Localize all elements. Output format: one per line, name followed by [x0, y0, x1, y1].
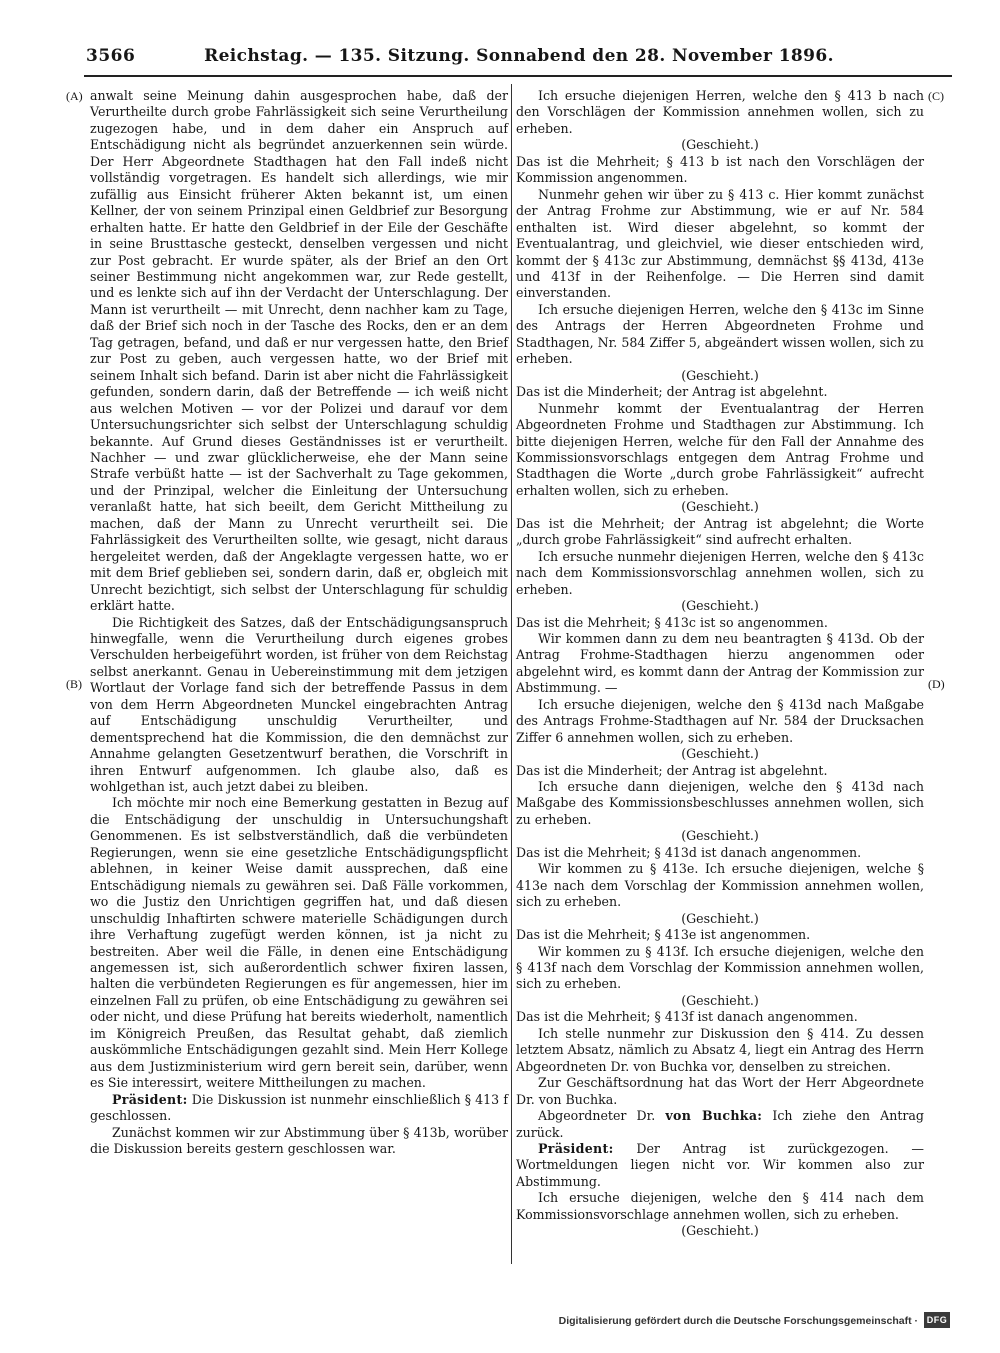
paragraph — [516, 1141, 924, 1190]
left-text-column — [90, 88, 508, 1157]
paragraph — [516, 187, 924, 302]
running-head: Reichstag. — 135. Sitzung. Sonnabend den 28. November 1896. — [204, 46, 834, 66]
paragraph-text: Zur Geschäftsordnung hat das Wort der Herr Abgeordnete Dr. von Buchka. — [516, 1075, 924, 1107]
paragraph-text: Ich ersuche nunmehr diejenigen Herren, welche den § 413c nach dem Kommissionsvorschlag annehmen wollen, sich zu erheben. — [516, 548, 924, 597]
paragraph — [516, 1075, 924, 1108]
paragraph-text: Ich ersuche diejenigen Herren, welche den § 413c im Sinne des Antrags der Herren Abgeordneten Frohme und Stadthagen, Nr. 584 Ziffer 5, abgeändert wissen wollen, sich zu erheben. — [516, 301, 924, 367]
margin-marker-c: (C) — [928, 89, 944, 103]
paragraph — [516, 697, 924, 746]
stage-direction — [516, 1223, 924, 1239]
paragraph-text: (Geschieht.) — [681, 910, 759, 926]
paragraph-text: Ich ersuche diejenigen, welche den § 414 nach dem Kommissionsvorschlage annehmen wollen, sich zu erheben. — [516, 1190, 924, 1222]
paragraph-text: Der Antrag ist zurückgezogen. — Wortmeldungen liegen nicht vor. Wir kommen also zur Abstimmung. — [516, 1141, 924, 1189]
paragraph — [516, 516, 924, 549]
paragraph-text: (Geschieht.) — [681, 367, 759, 383]
paragraph — [516, 302, 924, 368]
paragraph-text: Nunmehr gehen wir über zu § 413 c. Hier kommt zunächst der Antrag Frohme zur Abstimmung, wie er auf Nr. 584 enthalten ist. Wird dieser abgelehnt, so kommt der Eventualantrag, und gleichviel, wie dieser entschieden wird, kommt der § 413c zur Abstimmung, demnächst §§ 413d, 413e und 413f in der Reihenfolge. — Die Herren sind damit einverstanden. — [516, 186, 924, 301]
page-header — [86, 44, 952, 70]
paragraph-text: Abgeordneter Dr. — [538, 1108, 666, 1124]
paragraph — [516, 1009, 924, 1025]
paragraph-text: (Geschieht.) — [681, 746, 759, 762]
paragraph — [516, 88, 924, 137]
paragraph — [516, 763, 924, 779]
stage-direction — [516, 911, 924, 927]
stage-direction — [516, 828, 924, 844]
paragraph-text: Ich stelle nunmehr zur Diskussion den § 414. Zu dessen letztem Absatz, nämlich zu Absatz 4, liegt ein Antrag des Herrn Abgeordneten Dr. von Buchka vor, denselben zu streichen. — [516, 1025, 924, 1074]
paragraph — [90, 615, 508, 796]
paragraph — [516, 779, 924, 828]
paragraph-text: (Geschieht.) — [681, 828, 759, 844]
margin-marker-d: (D) — [928, 677, 945, 691]
paragraph — [516, 845, 924, 861]
paragraph-text: (Geschieht.) — [681, 1223, 759, 1239]
paragraph — [516, 1190, 924, 1223]
dfg-logo-icon: DFG — [924, 1312, 950, 1328]
footer-credit: Digitalisierung gefördert durch die Deutsche Forschungsgemeinschaft · — [558, 1315, 918, 1327]
digitization-footer — [558, 1312, 950, 1332]
paragraph — [90, 795, 508, 1091]
paragraph — [90, 88, 508, 615]
stage-direction — [516, 137, 924, 153]
paragraph-text: Das ist die Mehrheit; § 413e ist angenommen. — [516, 927, 811, 943]
paragraph-text: Ich ersuche dann diejenigen, welche den § 413d nach Maßgabe des Kommissionsbeschlusses annehmen wollen, sich zu erheben. — [516, 779, 924, 827]
paragraph-text: Wir kommen zu § 413e. Ich ersuche diejenigen, welche § 413e nach dem Vorschlag der Kommission annehmen wollen, sich zu erheben. — [516, 861, 924, 910]
paragraph-text: Das ist die Minderheit; der Antrag ist abgelehnt. — [516, 384, 828, 400]
paragraph-text: Das ist die Minderheit; der Antrag ist abgelehnt. — [516, 762, 828, 778]
column-rule — [511, 84, 512, 1264]
paragraph-text: Das ist die Mehrheit; der Antrag ist abgelehnt; die Worte „durch grobe Fahrlässigkeit“ sind aufrecht erhalten. — [516, 515, 924, 548]
paragraph-text: Das ist die Mehrheit; § 413d ist danach angenommen. — [516, 844, 862, 860]
stage-direction — [516, 746, 924, 762]
paragraph-text: Ich ersuche diejenigen, welche den § 413d nach Maßgabe des Antrags Frohme-Stadthagen auf Nr. 584 der Drucksachen Ziffer 6 annehmen wollen, sich zu erheben. — [516, 696, 924, 745]
paragraph — [516, 615, 924, 631]
paragraph-text: Das ist die Mehrheit; § 413 b ist nach den Vorschlägen der Kommission angenommen. — [516, 153, 924, 186]
paragraph — [90, 1092, 508, 1125]
paragraph-text: Die Diskussion ist nunmehr einschließlich § 413 f geschlossen. — [90, 1091, 508, 1124]
paragraph-text: Die Richtigkeit des Satzes, daß der Entschädigungsanspruch hinwegfalle, wenn die Verurtheilung durch eigenes grobes Verschulden herbeigeführt worden, ist früher von dem Reichstag selbst anerkannt. Genau in Uebereinstimmung mit dem jetzigen Wortlaut der Vorlage fand sich der betreffende Passus in dem von dem Herrn Abgeordneten Munckel eingebrachten Antrag auf Entschädigung unschuldig Verurtheilter, und dementsprechend hat die Kommission, die den demnächst zur Annahme gelangten Gesetzentwurf berathen, die Vorschrift in ihren Entwurf aufgenommen. Ich glaube also, daß es wohlgethan ist, auch jetzt dabei zu bleiben. — [90, 614, 508, 795]
paragraph-text: (Geschieht.) — [681, 499, 759, 515]
margin-marker-a: (A) — [66, 89, 83, 103]
paragraph-text: Das ist die Mehrheit; § 413c ist so angenommen. — [516, 614, 828, 630]
paragraph — [516, 861, 924, 910]
header-rule — [84, 75, 952, 77]
paragraph-text: Zunächst kommen wir zur Abstimmung über § 413b, worüber die Diskussion bereits gestern geschlossen war. — [90, 1124, 508, 1156]
page-number: 3566 — [86, 46, 136, 66]
paragraph — [516, 631, 924, 697]
paragraph-text: Ich ziehe den Antrag zurück. — [516, 1108, 924, 1140]
paragraph — [516, 154, 924, 187]
paragraph — [516, 401, 924, 500]
paragraph — [516, 549, 924, 598]
speaker-name: Präsident: — [112, 1091, 188, 1107]
paragraph-text: (Geschieht.) — [681, 598, 759, 614]
paragraph-text: Wir kommen zu § 413f. Ich ersuche diejenigen, welche den § 413f nach dem Vorschlag der Kommission annehmen wollen, sich zu erheben. — [516, 943, 924, 992]
paragraph — [516, 1026, 924, 1075]
paragraph-text: Wir kommen dann zu dem neu beantragten § 413d. Ob der Antrag Frohme-Stadthagen hierzu angenommen oder abgelehnt wird, es kommt dann der Antrag der Kommission zur Abstimmung. — — [516, 630, 924, 696]
paragraph-text: Nunmehr kommt der Eventualantrag der Herren Abgeordneten Frohme und Stadthagen zur Abstimmung. Ich bitte diejenigen Herren, welche für den Fall der Annahme des Kommissionsvorschlags entgegen dem Antrag Frohme und Stadthagen die Worte „durch grobe Fahrlässigkeit“ aufrecht erhalten wollen, sich zu erheben. — [516, 400, 924, 498]
paragraph — [90, 1125, 508, 1158]
paragraph-text: Ich ersuche diejenigen Herren, welche den § 413 b nach den Vorschlägen der Kommission annehmen wollen, sich zu erheben. — [516, 88, 924, 136]
speaker-name: von Buchka: — [665, 1108, 763, 1124]
stage-direction — [516, 598, 924, 614]
margin-marker-b: (B) — [66, 677, 82, 691]
paragraph-text: Das ist die Mehrheit; § 413f ist danach angenommen. — [516, 1009, 858, 1025]
paragraph — [516, 384, 924, 400]
paragraph-text: (Geschieht.) — [681, 992, 759, 1008]
stage-direction — [516, 368, 924, 384]
right-text-column — [516, 88, 924, 1240]
paragraph-text: (Geschieht.) — [681, 137, 759, 153]
paragraph — [516, 1108, 924, 1141]
stage-direction — [516, 499, 924, 515]
paragraph-text: anwalt seine Meinung dahin ausgesprochen habe, daß der Verurtheilte durch grobe Fahrlässigkeit sich seine Verurtheilung zugezogen habe, und in dem daher ein Anspruch auf Entschädigung nicht als begründet anzuerkennen sein würde. Der Herr Abgeordnete Stadthagen hat den Fall indeß nicht vollständig vorgetragen. Es handelt sich allerdings, wie mir zufällig aus Einsicht früherer Akten bekannt ist, um einen Kellner, der von seinem Prinzipal einen Geldbrief zur Besorgung erhalten hatte. Er hatte den Geldbrief in der Eile der Geschäfte in seine Brusttasche gesteckt, denselben vergessen und nicht zur Post gebracht. Er wurde später, als der Brief an den Ort seiner Bestimmung nicht angekommen war, zur Rede gestellt, und es lenkte sich auf ihn der Verdacht der Unterschlagung. Der Mann ist verurtheilt — mit Unrecht, denn nachher kam zu Tage, daß der Brief sich noch in der Tasche des Rocks, den er an dem Tag getragen, befand, und daß er nur vergessen hatte, den Brief zur Post zu geben, auch vergessen hatte, wo der Brief mit seinem Inhalt sich befand. Darin ist aber nicht die Fahrlässigkeit gefunden, sondern darin, daß der Betreffende — ich weiß nicht aus welchen Motiven — vor der Polizei und darauf vor dem Untersuchungsrichter sich selbst der Unterschlagung schuldig bekannte. Auf Grund dieses Geständnisses ist er verurtheilt. Nachher — und zwar glücklicherweise, ehe der Mann seine Strafe verbüßt hatte — ist der Sachverhalt zu Tage gekommen, und der Prinzipal, welcher die Einleitung der Untersuchung veranlaßt hatte, hat sich beeilt, dem Gericht Mittheilung zu machen, daß der Mann zu Unrecht verurtheilt sei. Die Fahrlässigkeit des Verurtheilten sollte, wie gesagt, nicht daraus hergeleitet werden, daß der Angeklagte vergessen hatte, wo er mit dem Brief geblieben sei, sondern darin, daß er, obgleich mit Unrecht bezichtigt, sich selbst der Unterschlagung für schuldig erklärt hatte. — [90, 88, 508, 614]
paragraph — [516, 927, 924, 943]
paragraph — [516, 944, 924, 993]
speaker-name: Präsident: — [538, 1141, 614, 1156]
stage-direction — [516, 993, 924, 1009]
paragraph-text: Ich möchte mir noch eine Bemerkung gestatten in Bezug auf die Entschädigung der unschuldig in Untersuchungshaft Genommenen. Es ist selbstverständlich, daß die verbündeten Regierungen, wenn sie eine gesetzliche Entschädigungspflicht ablehnen, in keiner Weise damit aussprechen, daß eine Entschädigung niemals zu gewähren sei. Daß Fälle vorkommen, wo die Justiz den Unrichtigen gegriffen hat, und daß diesen unschuldig Inhaftirten schwere materielle Schädigungen durch ihre Verhaftung zugefügt werden können, ist ja nicht zu bestreiten. Aber weil die Fälle, in denen eine Entschädigung angemessen ist, sich außerordentlich schwer fixiren lassen, halten die verbündeten Regierungen es für angemessen, hier im einzelnen Fall zu prüfen, ob eine Entschädigung zu gewähren sei oder nicht, und diese Prüfung hat bereits wiederholt, namentlich im Königreich Preußen, das Resultat gehabt, daß ziemlich auskömmliche Entschädigungen gezahlt sind. Mein Herr Kollege aus dem Justizministerium wird gern bereit sein, darüber, wenn es Sie interessirt, weitere Mittheilungen zu machen. — [90, 795, 508, 1091]
